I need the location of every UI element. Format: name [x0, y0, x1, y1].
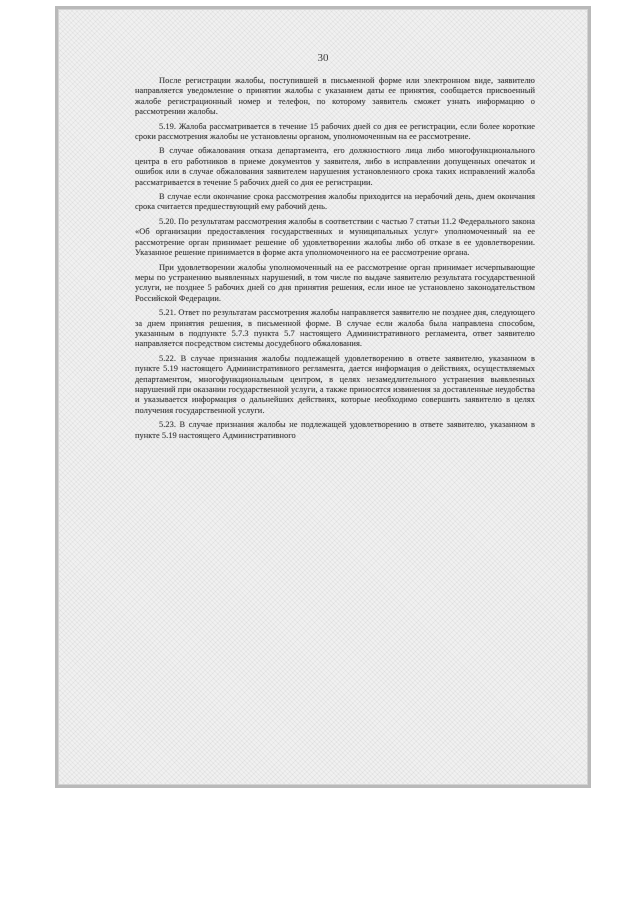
paragraph-5-21: 5.21. Ответ по результатам рассмотрения жалобы направляется заявителю не позднее дня, следующего за днем принятия решения, в письменной форме. В случае если жалоба была направлена способом, указанным в подпункте 5.7.3 пункта 5.7 настоящего Административного регламента, ответ заявителю направляется посредством системы досудебного обжалования. — [135, 308, 535, 349]
paragraph-5-22: 5.22. В случае признания жалобы подлежащей удовлетворению в ответе заявителю, указанном в пункте 5.19 настоящего Административного регламента, дается информация о действиях, осуществляемых департаментом, многофункциональным центром, в целях незамедлительного устранения выявленных нарушений при оказании государственной услуги, а также приносятся извинения за доставленные неудобства и указывается информация о дальнейших действиях, которые необходимо совершить заявителю в целях получения государственной услуги. — [135, 353, 535, 415]
paragraph-registration-notice: После регистрации жалобы, поступившей в письменной форме или электронном виде, заявителю направляется уведомление о принятии жалобы с указанием даты ее принятия, сообщается присвоенный жалобе регистрационный номер и телефон, по которому заявитель сможет узнать информацию о рассмотрении жалобы. — [135, 76, 535, 117]
paragraph-refusal-appeal: В случае обжалования отказа департамента, его должностного лица либо многофункционального центра в его работников в приеме документов у заявителя, либо в исправлении допущенных опечаток и ошибок или в случае обжалования заявителем нарушения установленного срока таких исправлений жалоба рассматривается в течение 5 рабочих дней со дня ее регистрации. — [135, 146, 535, 187]
page-number: 30 — [317, 52, 329, 64]
paragraph-5-23: 5.23. В случае признания жалобы не подлежащей удовлетворению в ответе заявителю, указанном в пункте 5.19 настоящего Административного — [135, 420, 535, 440]
paragraph-non-working-day: В случае если окончание срока рассмотрения жалобы приходится на нерабочий день, днем окончания срока считается предшествующий ему рабочий день. — [135, 192, 535, 212]
scanned-page — [55, 6, 591, 788]
paragraph-5-20: 5.20. По результатам рассмотрения жалобы в соответствии с частью 7 статьи 11.2 Федерального закона «Об организации предоставления государственных и муниципальных услуг» уполномоченный на ее рассмотрение орган принимает решение об удовлетворении жалобы либо об отказе в ее удовлетворении. Указанное решение принимается в форме акта уполномоченного на ее рассмотрение органа. — [135, 216, 535, 258]
document-body — [135, 76, 535, 445]
paragraph-5-19: 5.19. Жалоба рассматривается в течение 15 рабочих дней со дня ее регистрации, если более короткие сроки рассмотрения жалобы не установлены органом, уполномоченным на ее рассмотрение. — [135, 121, 535, 142]
paragraph-satisfaction-measures: При удовлетворении жалобы уполномоченный на ее рассмотрение орган принимает исчерпывающие меры по устранению выявленных нарушений, в том числе по выдаче заявителю результата государственной услуги, не позднее 5 рабочих дней со дня принятия решения, если иное не установлено законодательством Российской Федерации. — [135, 262, 535, 303]
